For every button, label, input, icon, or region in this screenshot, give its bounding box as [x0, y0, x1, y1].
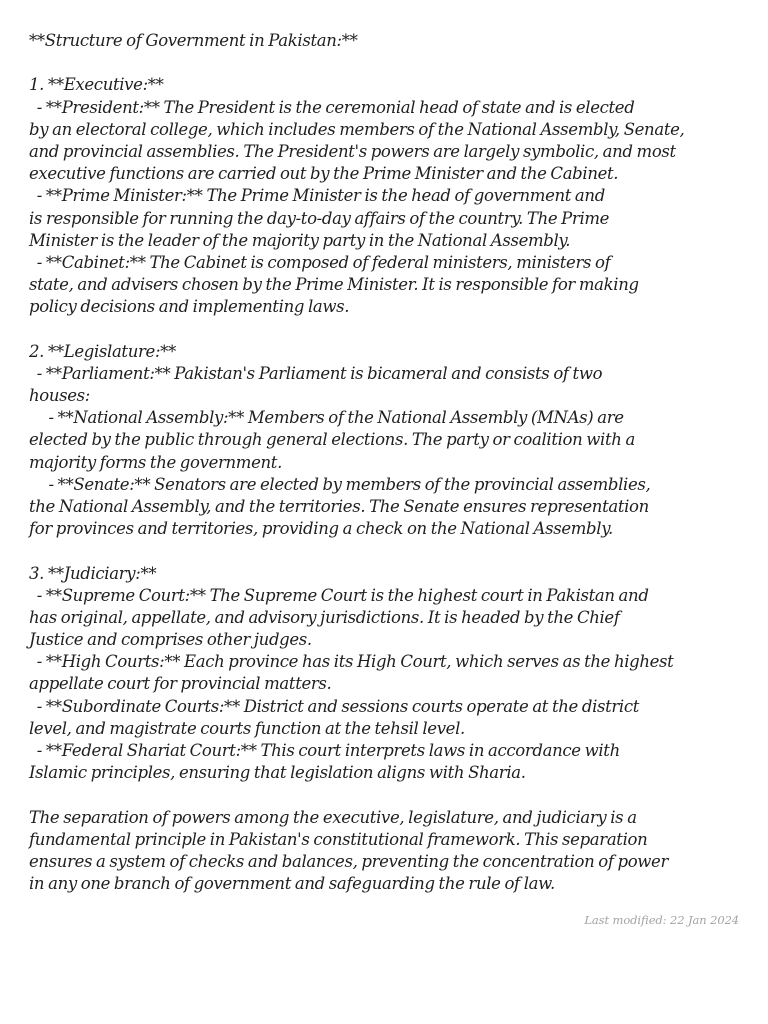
- text-line: ensures a system of checks and balances, preventing the concentration of power: [29, 851, 669, 871]
- text-line: appellate court for provincial matters.: [29, 674, 332, 694]
- text-line: has original, appellate, and advisory jurisdictions. It is headed by the Chief: [29, 607, 620, 627]
- section-executive: [29, 74, 742, 318]
- text-line: in any one branch of government and safeguarding the rule of law.: [29, 874, 555, 894]
- spacer: [29, 318, 742, 340]
- text-line: policy decisions and implementing laws.: [29, 297, 350, 317]
- text-line: Islamic principles, ensuring that legislation aligns with Sharia.: [29, 763, 526, 783]
- text-line: Minister is the leader of the majority party in the National Assembly.: [29, 230, 571, 250]
- text-line: - **President:** The President is the ceremonial head of state and is elected: [29, 97, 635, 117]
- text-line: - **Parliament:** Pakistan's Parliament is bicameral and consists of two: [29, 363, 603, 383]
- last-modified-footer: Last modified: 22 Jan 2024: [584, 913, 739, 927]
- text-line: for provinces and territories, providing a check on the National Assembly.: [29, 519, 613, 539]
- text-line: the National Assembly, and the territories. The Senate ensures representation: [29, 496, 649, 516]
- text-line: fundamental principle in Pakistan's constitutional framework. This separation: [29, 829, 648, 849]
- section-heading: 2. **Legislature:**: [29, 341, 176, 361]
- text-line: Justice and comprises other judges.: [29, 630, 312, 650]
- text-line: level, and magistrate courts function at the tehsil level.: [29, 718, 465, 738]
- text-line: by an electoral college, which includes members of the National Assembly, Senate,: [29, 119, 685, 139]
- conclusion-paragraph: [29, 807, 742, 896]
- text-line: - **High Courts:** Each province has its High Court, which serves as the highest: [29, 652, 674, 672]
- text-line: - **Cabinet:** The Cabinet is composed of federal ministers, ministers of: [29, 252, 611, 272]
- text-line: executive functions are carried out by the Prime Minister and the Cabinet.: [29, 164, 619, 184]
- spacer: [29, 540, 742, 562]
- text-line: The separation of powers among the executive, legislature, and judiciary is a: [29, 807, 637, 827]
- section-judiciary: [29, 563, 742, 785]
- text-line: - **Prime Minister:** The Prime Minister is the head of government and: [29, 186, 605, 206]
- text-line: - **Supreme Court:** The Supreme Court is the highest court in Pakistan and: [29, 585, 649, 605]
- text-line: elected by the public through general elections. The party or coalition with a: [29, 430, 635, 450]
- text-line: houses:: [29, 386, 90, 405]
- text-line: and provincial assemblies. The President's powers are largely symbolic, and most: [29, 141, 676, 161]
- section-heading: 1. **Executive:**: [29, 75, 164, 95]
- text-line: - **National Assembly:** Members of the National Assembly (MNAs) are: [29, 408, 624, 428]
- text-line: - **Federal Shariat Court:** This court interprets laws in accordance with: [29, 741, 620, 760]
- spacer: [29, 52, 742, 74]
- text-line: - **Senate:** Senators are elected by members of the provincial assemblies,: [29, 474, 651, 494]
- text-line: - **Subordinate Courts:** District and sessions courts operate at the district: [29, 696, 640, 716]
- section-legislature: [29, 341, 742, 541]
- spacer: [29, 784, 742, 806]
- section-heading: 3. **Judiciary:**: [29, 563, 157, 583]
- text-line: state, and advisers chosen by the Prime Minister. It is responsible for making: [29, 275, 639, 295]
- text-line: is responsible for running the day-to-day affairs of the country. The Prime: [29, 208, 610, 228]
- text-line: majority forms the government.: [29, 452, 282, 472]
- document-title: **Structure of Government in Pakistan:**: [29, 31, 358, 50]
